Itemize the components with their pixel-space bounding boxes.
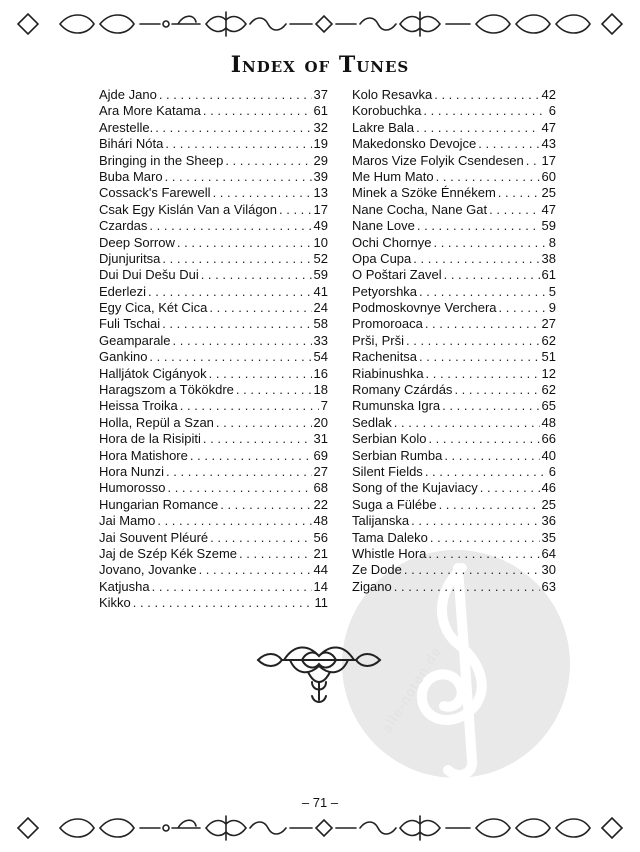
page-reference: 46 xyxy=(541,480,556,496)
index-entry xyxy=(99,251,328,267)
tune-title: Maros Vize Folyik Csendesen xyxy=(352,152,524,168)
dot-leader xyxy=(425,316,540,332)
index-entry xyxy=(352,415,556,431)
index-entry xyxy=(99,349,328,365)
tune-title: Gankino xyxy=(99,349,148,365)
index-entry xyxy=(99,169,328,185)
dot-leader xyxy=(416,120,539,136)
page-reference: 27 xyxy=(313,463,328,479)
dot-leader xyxy=(203,431,312,447)
tune-title: Prši, Prši xyxy=(352,332,404,348)
dot-leader xyxy=(433,235,546,251)
page-reference: 27 xyxy=(541,316,556,332)
index-entry xyxy=(99,415,328,431)
decorative-flourish-ornament xyxy=(254,638,384,708)
index-entry xyxy=(352,103,556,119)
tune-title: Holla, Repül a Szan xyxy=(99,414,214,430)
dot-leader xyxy=(157,513,311,529)
tune-title: Bihári Nóta xyxy=(99,136,164,152)
page-reference: 66 xyxy=(541,431,556,447)
index-entry xyxy=(352,448,556,464)
tune-title: Promoroaca xyxy=(352,316,423,332)
dot-leader xyxy=(177,235,312,251)
index-entry xyxy=(352,497,556,513)
index-entry xyxy=(352,398,556,414)
page-reference: 42 xyxy=(541,87,556,102)
page-reference: 60 xyxy=(541,168,556,184)
index-entry xyxy=(352,284,556,300)
index-entry xyxy=(99,431,328,447)
page-reference: 47 xyxy=(541,119,556,135)
tune-title: Halljátok Cigányok xyxy=(99,365,207,381)
tune-title: Geamparale xyxy=(99,332,171,348)
dot-leader xyxy=(444,267,540,283)
dot-leader xyxy=(426,366,540,382)
tune-title: Talijanska xyxy=(352,513,410,529)
index-entry xyxy=(352,218,556,234)
tune-title: Whistle Hora xyxy=(352,545,427,561)
dot-leader xyxy=(394,579,540,595)
dot-leader xyxy=(209,366,312,382)
tune-title: Song of the Kujaviacy xyxy=(352,480,478,496)
index-entry xyxy=(99,464,328,480)
index-entry xyxy=(99,235,328,251)
top-decorative-border xyxy=(0,2,640,42)
tune-title: Dui Dui Dešu Dui xyxy=(99,267,199,283)
tune-title: Heissa Troika xyxy=(99,398,178,414)
page-reference: 44 xyxy=(313,562,328,578)
tune-title: Ochi Chornye xyxy=(352,234,432,250)
index-entry xyxy=(352,169,556,185)
page-reference: 33 xyxy=(313,332,328,348)
dot-leader xyxy=(419,349,539,365)
index-entry xyxy=(352,333,556,349)
tune-title: Jai Mamo xyxy=(99,513,156,529)
page-reference: 5 xyxy=(548,283,556,299)
page-reference: 32 xyxy=(313,119,328,135)
dot-leader xyxy=(149,218,311,234)
page-reference: 59 xyxy=(541,218,556,234)
index-entry xyxy=(99,448,328,464)
page-reference: 48 xyxy=(541,414,556,430)
dot-leader xyxy=(428,546,539,562)
index-column-right xyxy=(352,87,556,595)
dot-leader xyxy=(180,398,319,414)
dot-leader xyxy=(165,169,312,185)
page-reference: 48 xyxy=(313,513,328,529)
index-entry xyxy=(99,153,328,169)
dot-leader xyxy=(478,136,539,152)
page-reference: 68 xyxy=(313,480,328,496)
index-entry xyxy=(99,382,328,398)
dot-leader xyxy=(439,497,540,513)
index-entry xyxy=(99,316,328,332)
page-reference: 6 xyxy=(548,463,556,479)
index-entry xyxy=(99,333,328,349)
page-reference: 36 xyxy=(541,513,556,529)
tune-title: Katjusha xyxy=(99,578,150,594)
bottom-decorative-border xyxy=(0,808,640,848)
tune-title: Hora de la Risipiti xyxy=(99,431,201,447)
index-entry xyxy=(352,87,556,103)
page-number: – 71 – xyxy=(301,795,339,810)
dot-leader xyxy=(434,87,539,103)
tune-title: Arestelle. xyxy=(99,119,154,135)
tune-title: Csak Egy Kislán Van a Világon xyxy=(99,201,278,217)
index-entry xyxy=(99,366,328,382)
dot-leader xyxy=(201,267,312,283)
page-reference: 29 xyxy=(313,152,328,168)
tune-title: Haragszom a Tökökdre xyxy=(99,382,234,398)
tune-title: Egy Cica, Két Cica xyxy=(99,300,208,316)
page-reference: 69 xyxy=(313,447,328,463)
dot-leader xyxy=(436,169,540,185)
index-entry xyxy=(352,349,556,365)
tune-title: Buba Maro xyxy=(99,168,163,184)
tune-title: Humorosso xyxy=(99,480,166,496)
index-entry xyxy=(352,431,556,447)
dot-leader xyxy=(419,284,547,300)
tune-title: Suga a Fülébe xyxy=(352,496,437,512)
page-reference: 17 xyxy=(313,201,328,217)
dot-leader xyxy=(428,431,539,447)
tune-title: Jaj de Szép Kék Szeme xyxy=(99,545,238,561)
dot-leader xyxy=(413,251,539,267)
dot-leader xyxy=(444,448,539,464)
tune-title: Hora Nunzi xyxy=(99,463,165,479)
index-entry xyxy=(99,185,328,201)
index-entry xyxy=(99,103,328,119)
index-entry xyxy=(99,480,328,496)
tune-title: Minek a Szöke Énnékem xyxy=(352,185,496,201)
tune-title: Jovano, Jovanke xyxy=(99,562,197,578)
tune-title: Ara More Katama xyxy=(99,103,201,119)
dot-leader xyxy=(220,497,311,513)
index-column-left xyxy=(99,87,328,612)
page-reference: 61 xyxy=(313,103,328,119)
dot-leader xyxy=(165,136,311,152)
tune-title: Opa Cupa xyxy=(352,250,412,266)
index-entry xyxy=(352,366,556,382)
index-entry xyxy=(99,513,328,529)
page-reference: 7 xyxy=(320,398,328,414)
page-reference: 21 xyxy=(313,545,328,561)
tune-title: Serbian Rumba xyxy=(352,447,443,463)
tune-title: Deep Sorrow xyxy=(99,234,175,250)
index-entry xyxy=(99,120,328,136)
dot-leader xyxy=(199,562,312,578)
index-entry xyxy=(99,87,328,103)
dot-leader xyxy=(173,333,312,349)
page-reference: 54 xyxy=(313,349,328,365)
dot-leader xyxy=(203,103,312,119)
dot-leader xyxy=(498,185,540,201)
dot-leader xyxy=(480,480,540,496)
tune-title: Rumunska Igra xyxy=(352,398,441,414)
tune-title: Hungarian Romance xyxy=(99,496,219,512)
page-reference: 6 xyxy=(548,103,556,119)
tune-title: Ajde Jano xyxy=(99,87,157,102)
page-reference: 38 xyxy=(541,250,556,266)
index-entry xyxy=(99,579,328,595)
index-entry xyxy=(352,530,556,546)
tune-title: Rachenitsa xyxy=(352,349,418,365)
dot-leader xyxy=(430,530,540,546)
index-entry xyxy=(99,267,328,283)
dot-leader xyxy=(225,153,311,169)
index-entry xyxy=(352,480,556,496)
dot-leader xyxy=(162,316,311,332)
index-entry xyxy=(352,546,556,562)
index-entry xyxy=(99,202,328,218)
page-reference: 20 xyxy=(313,414,328,430)
dot-leader xyxy=(148,284,312,300)
dot-leader xyxy=(166,464,312,480)
tune-title: Podmoskovnye Verchera xyxy=(352,300,497,316)
dot-leader xyxy=(159,87,312,103)
page-reference: 13 xyxy=(313,185,328,201)
index-entry xyxy=(352,136,556,152)
tune-title: Djunjuritsa xyxy=(99,250,161,266)
tune-title: Kikko xyxy=(99,595,131,611)
page-reference: 58 xyxy=(313,316,328,332)
page-reference: 61 xyxy=(541,267,556,283)
dot-leader xyxy=(213,185,312,201)
index-entry xyxy=(352,382,556,398)
index-entry xyxy=(99,398,328,414)
tune-title: Serbian Kolo xyxy=(352,431,427,447)
dot-leader xyxy=(454,382,539,398)
page-reference: 62 xyxy=(541,332,556,348)
dot-leader xyxy=(190,448,312,464)
page-reference: 40 xyxy=(541,447,556,463)
dot-leader xyxy=(404,562,540,578)
tune-title: Silent Fields xyxy=(352,463,423,479)
index-entry xyxy=(352,185,556,201)
dot-leader xyxy=(279,202,312,218)
page-reference: 37 xyxy=(313,87,328,102)
page-reference: 24 xyxy=(313,300,328,316)
page-reference: 52 xyxy=(313,250,328,266)
page-reference: 25 xyxy=(541,185,556,201)
index-entry xyxy=(352,202,556,218)
dot-leader xyxy=(152,579,312,595)
index-entry xyxy=(99,562,328,578)
index-entry xyxy=(352,251,556,267)
page-reference: 25 xyxy=(541,496,556,512)
tune-title: Riabinushka xyxy=(352,365,424,381)
page-reference: 31 xyxy=(313,431,328,447)
page-reference: 64 xyxy=(541,545,556,561)
index-entry xyxy=(352,316,556,332)
index-entry xyxy=(99,136,328,152)
tune-title: Ederlezi xyxy=(99,283,146,299)
page-reference: 19 xyxy=(313,136,328,152)
dot-leader xyxy=(489,202,539,218)
page-reference: 8 xyxy=(548,234,556,250)
dot-leader xyxy=(239,546,312,562)
dot-leader xyxy=(394,415,540,431)
tune-title: Fuli Tschai xyxy=(99,316,161,332)
index-entry xyxy=(352,120,556,136)
page-reference: 49 xyxy=(313,218,328,234)
index-entry xyxy=(99,497,328,513)
index-entry xyxy=(99,218,328,234)
page-reference: 35 xyxy=(541,529,556,545)
tune-title: Petyorshka xyxy=(352,283,418,299)
tune-title: Me Hum Mato xyxy=(352,168,434,184)
dot-leader xyxy=(442,398,539,414)
dot-leader xyxy=(133,595,313,611)
page-reference: 51 xyxy=(541,349,556,365)
page-reference: 63 xyxy=(541,578,556,594)
index-entry xyxy=(99,546,328,562)
watermark-text: alle-noten.de xyxy=(380,644,446,736)
index-entry xyxy=(99,530,328,546)
dot-leader xyxy=(423,103,546,119)
index-entry xyxy=(352,300,556,316)
dot-leader xyxy=(406,333,540,349)
tune-title: Cossack's Farewell xyxy=(99,185,211,201)
tune-title: Jai Souvent Pléuré xyxy=(99,529,209,545)
page-reference: 18 xyxy=(313,382,328,398)
page-reference: 41 xyxy=(313,283,328,299)
page-reference: 62 xyxy=(541,382,556,398)
page-reference: 14 xyxy=(313,578,328,594)
dot-leader xyxy=(417,218,540,234)
page-title: Index of Tunes xyxy=(230,52,410,78)
page-reference: 11 xyxy=(314,595,328,611)
tune-title: Ze Dode xyxy=(352,562,402,578)
page-reference: 22 xyxy=(313,496,328,512)
dot-leader xyxy=(155,120,311,136)
index-entry xyxy=(99,284,328,300)
index-entry xyxy=(99,595,328,611)
index-entry xyxy=(352,464,556,480)
page-reference: 56 xyxy=(313,529,328,545)
tune-title: Korobuchka xyxy=(352,103,422,119)
index-entry xyxy=(99,300,328,316)
index-entry xyxy=(352,153,556,169)
dot-leader xyxy=(236,382,312,398)
page-reference: 12 xyxy=(541,365,556,381)
page-reference: 16 xyxy=(313,365,328,381)
page-reference: 17 xyxy=(541,152,556,168)
page-reference: 65 xyxy=(541,398,556,414)
dot-leader xyxy=(216,415,312,431)
tune-title: Bringing in the Sheep xyxy=(99,152,224,168)
page-reference: 9 xyxy=(548,300,556,316)
dot-leader xyxy=(526,153,540,169)
page-reference: 59 xyxy=(313,267,328,283)
tune-title: O Poštari Zavel xyxy=(352,267,442,283)
dot-leader xyxy=(499,300,547,316)
dot-leader xyxy=(167,480,311,496)
page-reference: 30 xyxy=(541,562,556,578)
tune-title: Romany Czárdás xyxy=(352,382,453,398)
tune-title: Nane Love xyxy=(352,218,415,234)
page-reference: 47 xyxy=(541,201,556,217)
index-entry xyxy=(352,513,556,529)
tune-title: Tama Daleko xyxy=(352,529,428,545)
tune-title: Czardas xyxy=(99,218,148,234)
tune-title: Hora Matishore xyxy=(99,447,188,463)
dot-leader xyxy=(162,251,311,267)
index-entry xyxy=(352,562,556,578)
dot-leader xyxy=(411,513,539,529)
tune-title: Sedlak xyxy=(352,414,392,430)
index-entry xyxy=(352,579,556,595)
page-reference: 43 xyxy=(541,136,556,152)
tune-title: Zigano xyxy=(352,578,392,594)
dot-leader xyxy=(209,300,311,316)
index-entry xyxy=(352,235,556,251)
index-entry xyxy=(352,267,556,283)
tune-title: Kolo Resavka xyxy=(352,87,433,102)
page-reference: 39 xyxy=(313,168,328,184)
page-reference: 10 xyxy=(313,234,328,250)
tune-title: Lakre Bala xyxy=(352,119,415,135)
dot-leader xyxy=(210,530,311,546)
dot-leader xyxy=(425,464,547,480)
dot-leader xyxy=(149,349,311,365)
tune-title: Makedonsko Devojce xyxy=(352,136,477,152)
tune-title: Nane Cocha, Nane Gat xyxy=(352,201,488,217)
